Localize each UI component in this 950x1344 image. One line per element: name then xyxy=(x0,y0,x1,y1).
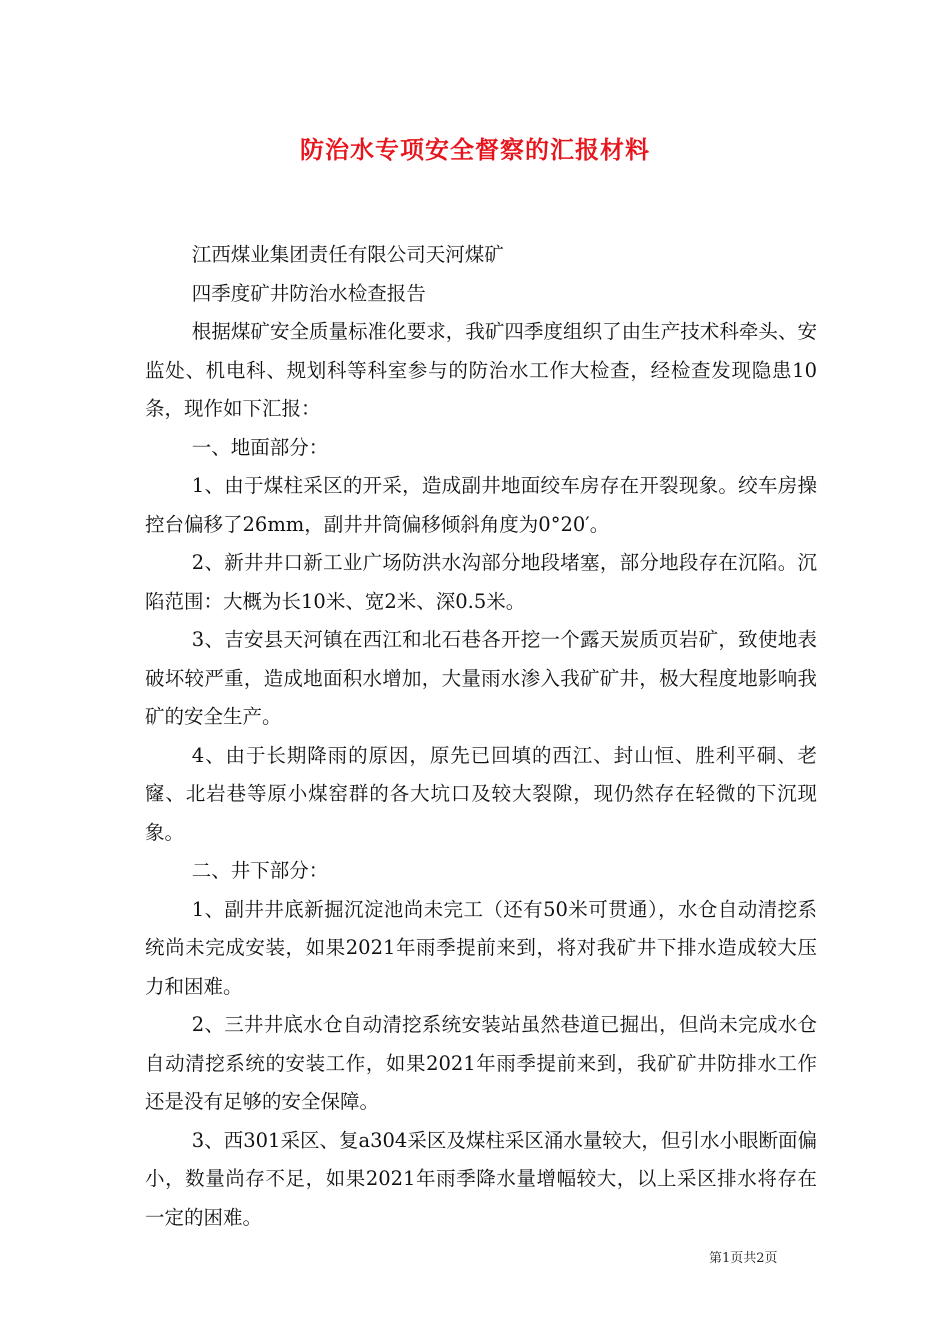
page-title: 防治水专项安全督察的汇报材料 xyxy=(300,135,650,164)
intro-paragraph: 根据煤矿安全质量标准化要求，我矿四季度组织了由生产技术科牵头、安监处、机电科、规划科等科室参与的防治水工作大检查，经检查发现隐患10条，现作如下汇报： xyxy=(145,320,817,420)
underground-item-1: 1、副井井底新掘沉淀池尚未完工（还有50米可贯通），水仓自动清挖系统尚未完成安装，如果2021年雨季提前来到，将对我矿井下排水造成较大压力和困难。 xyxy=(145,897,817,998)
company-name-line: 江西煤业集团责任有限公司天河煤矿 xyxy=(191,243,504,266)
section-heading-surface: 一、地面部分： xyxy=(191,435,329,459)
underground-item-3: 3、西301采区、复a304采区及煤柱采区涌水量较大，但引水小眼断面偏小，数量尚存不足，如果2021年雨季降水量增幅较大，以上采区排水将存在一定的困难。 xyxy=(145,1128,817,1229)
section-heading-underground: 二、井下部分： xyxy=(191,859,329,882)
surface-item-1: 1、由于煤柱采区的开采，造成副井地面绞车房存在开裂现象。绞车房操控台偏移了26mm，副井井筒偏移倾斜角度为0°20′。 xyxy=(145,474,817,536)
surface-item-2: 2、新井井口新工业广场防洪水沟部分地段堵塞，部分地段存在沉陷。沉陷范围：大概为长10米、宽2米、深0.5米。 xyxy=(145,551,817,613)
report-subtitle-line: 四季度矿井防治水检查报告 xyxy=(191,281,426,305)
page-number-footer: 第1页共2页 xyxy=(709,1251,778,1266)
surface-item-3: 3、吉安县天河镇在西江和北石巷各开挖一个露天炭质页岩矿，致使地表破坏较严重，造成地面积水增加，大量雨水渗入我矿矿井，极大程度地影响我矿的安全生产。 xyxy=(145,628,817,728)
document-body xyxy=(145,236,817,1237)
underground-item-2: 2、三井井底水仓自动清挖系统安装站虽然巷道已掘出，但尚未完成水仓自动清挖系统的安装工作，如果2021年雨季提前来到，我矿矿井防排水工作还是没有足够的安全保障。 xyxy=(145,1013,817,1113)
surface-item-4: 4、由于长期降雨的原因，原先已回填的西江、封山恒、胜利平硐、老窿、北岩巷等原小煤窑群的各大坑口及较大裂隙，现仍然存在轻微的下沉现象。 xyxy=(145,743,817,844)
